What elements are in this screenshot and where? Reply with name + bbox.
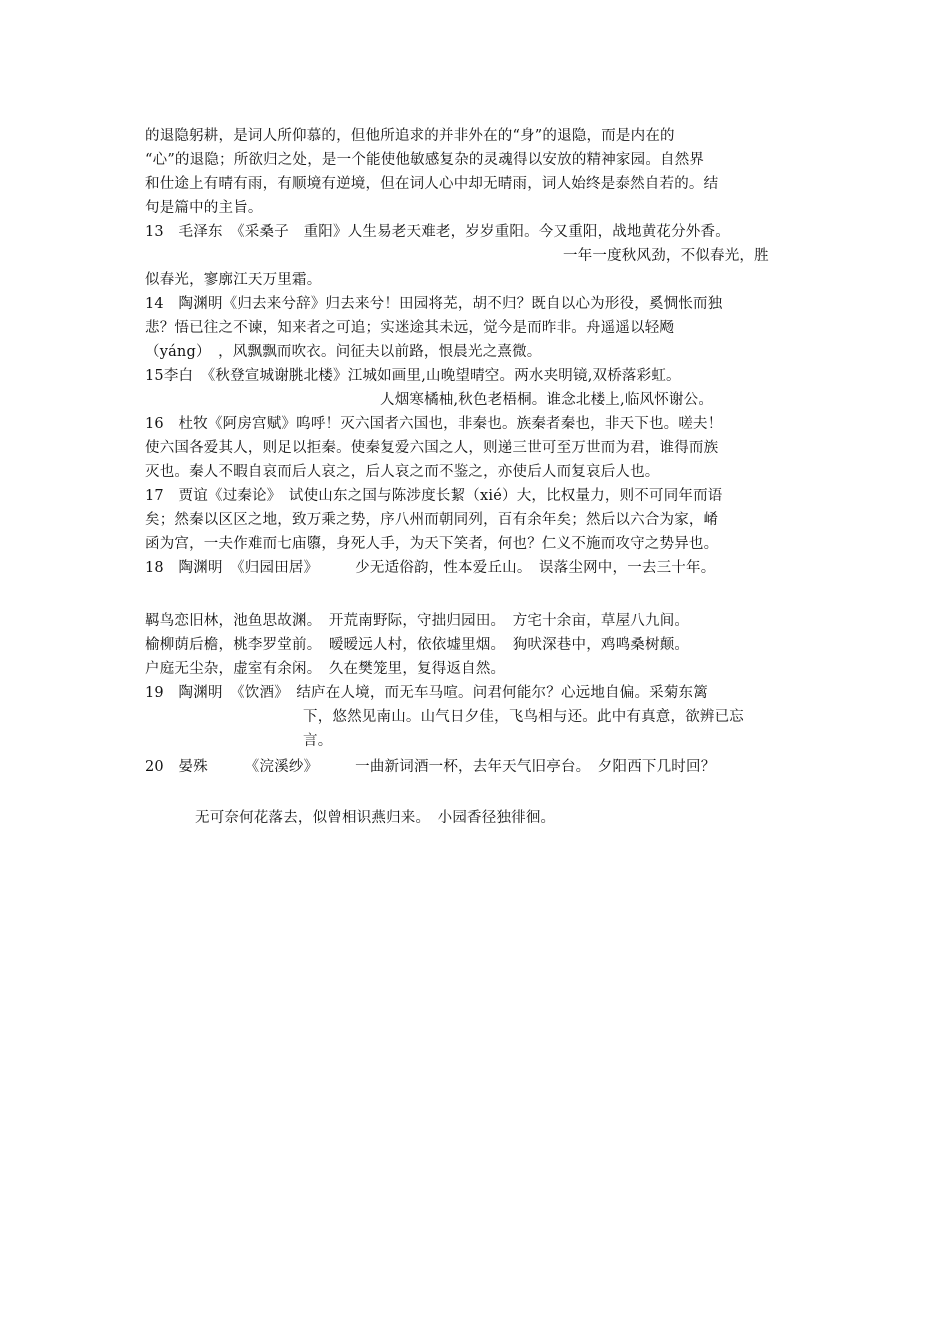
text-line: 15李白 《秋登宣城谢朓北楼》江城如画里,山晚望晴空。两水夹明镜,双桥落彩虹。 (145, 368, 681, 384)
text-line: 函为宫，一夫作难而七庙隳，身死人手，为天下笑者，何也？仁义不施而攻守之势异也。 (145, 536, 719, 552)
text-line: “心”的退隐；所欲归之处，是一个能使他敏感复杂的灵魂得以安放的精神家园。自然界 (145, 152, 705, 168)
text-line: 18 陶渊明 《归园田居》 少无适俗韵，性本爱丘山。 误落尘网中，一去三十年。 (145, 560, 716, 576)
text-line: （yáng） ，风飘飘而吹衣。问征夫以前路，恨晨光之熹微。 (145, 344, 542, 360)
text-line: 下，悠然见南山。山气日夕佳，飞鸟相与还。此中有真意，欲辨已忘 (303, 709, 744, 725)
text-line: 17 贾谊《过秦论》 试使山东之国与陈涉度长絜（xié）大，比权量力，则不可同年而语 (145, 488, 723, 504)
text-line: 言。 (303, 733, 333, 749)
text-line: 一年一度秋风劲，不似春光，胜 (563, 248, 769, 264)
text-line: 13 毛泽东 《采桑子 重阳》人生易老天难老，岁岁重阳。今又重阳，战地黄花分外香。 (145, 224, 730, 240)
text-line: 和仕途上有晴有雨，有顺境有逆境，但在词人心中却无晴雨，词人始终是泰然自若的。结 (145, 176, 719, 192)
text-line: 人烟寒橘柚,秋色老梧桐。谁念北楼上,临风怀谢公。 (380, 392, 714, 408)
text-line: 户庭无尘杂，虚室有余闲。 久在樊笼里，复得返自然。 (145, 661, 506, 677)
text-line: 灭也。秦人不暇自哀而后人哀之，后人哀之而不鉴之，亦使后人而复哀后人也。 (145, 464, 660, 480)
text-line: 19 陶渊明 《饮酒》 结庐在人境，而无车马喧。问君何能尔？心远地自偏。采菊东篱 (145, 685, 708, 701)
text-line: 无可奈何花落去，似曾相识燕归来。 小园香径独徘徊。 (195, 810, 556, 826)
text-line: 矣；然秦以区区之地，致万乘之势，序八州而朝同列，百有余年矣；然后以六合为家，崤 (145, 512, 719, 528)
text-line: 的退隐躬耕，是词人所仰慕的，但他所追求的并非外在的“身”的退隐，而是内在的 (145, 128, 675, 144)
text-line: 悲？悟已往之不谏，知来者之可追；实迷途其未远，觉今是而昨非。舟遥遥以轻飏 (145, 320, 675, 336)
text-line: 16 杜牧《阿房宫赋》呜呼！灭六国者六国也，非秦也。族秦者秦也，非天下也。嗟夫！ (145, 416, 723, 432)
text-line: 14 陶渊明《归去来兮辞》归去来兮！田园将芜，胡不归？既自以心为形役，奚惆怅而独 (145, 296, 723, 312)
text-line: 榆柳荫后檐，桃李罗堂前。 暧暧远人村，依依墟里烟。 狗吠深巷中，鸡鸣桑树颠。 (145, 637, 690, 653)
text-line: 羁鸟恋旧林，池鱼思故渊。 开荒南野际，守拙归园田。 方宅十余亩，草屋八九间。 (145, 613, 690, 629)
text-line: 使六国各爱其人，则足以拒秦。使秦复爱六国之人，则递三世可至万世而为君，谁得而族 (145, 440, 719, 456)
text-line: 句是篇中的主旨。 (145, 200, 263, 216)
text-line: 20 晏殊 《浣溪纱》 一曲新词酒一杯，去年天气旧亭台。 夕阳西下几时回？ (145, 759, 716, 775)
text-line: 似春光，寥廓江天万里霜。 (145, 272, 322, 288)
